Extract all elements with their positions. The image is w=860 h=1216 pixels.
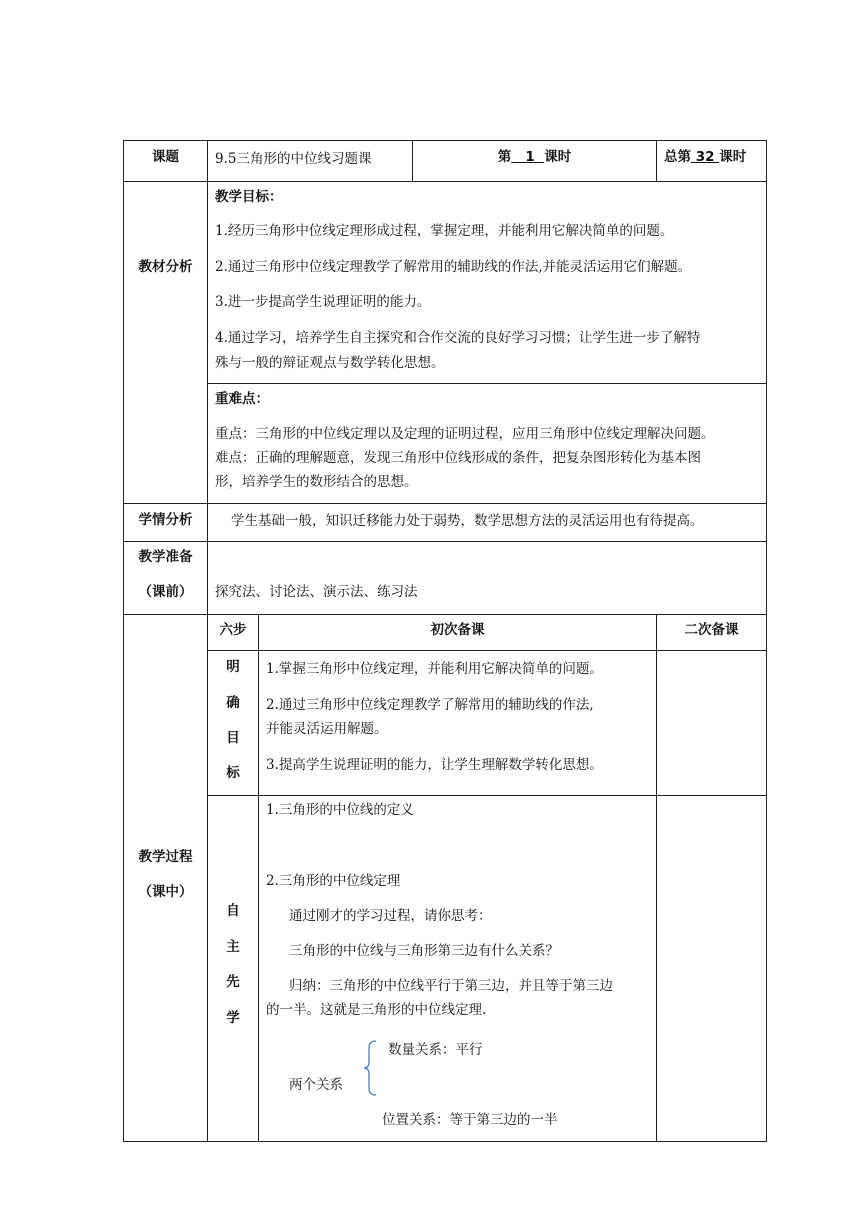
student-text: 学生基础一般，知识迁移能力处于弱势，数学思想方法的灵活运用也有待提高。 — [231, 513, 704, 529]
step2-item2: 2.三角形的中位线定理 — [266, 873, 401, 889]
topic-value — [215, 150, 371, 168]
total-suffix: 课时 — [719, 149, 747, 165]
goal-item: 殊与一般的辩证观点与数学转化思想。 — [215, 355, 445, 371]
table-border — [258, 614, 259, 1142]
goal-item: 2.通过三角形中位线定理教学了解常用的辅助线的作法,并能灵活运用它们解题。 — [215, 259, 692, 275]
step2-char: 自 — [226, 903, 240, 919]
step1-char: 目 — [226, 730, 240, 746]
table-border — [123, 140, 124, 1142]
step2-char: 主 — [226, 939, 240, 955]
table-border — [123, 503, 767, 504]
col-first-header: 初次备课 — [430, 622, 485, 638]
step2-summary: 归纳：三角形的中位线平行于第三边，并且等于第三边 — [289, 978, 613, 994]
step2-summary-cont: 的一半。这就是三角形的中位线定理. — [266, 1002, 487, 1018]
lesson-suffix: 课时 — [544, 149, 572, 165]
lesson-number — [511, 149, 544, 165]
process-label: 教学过程 — [138, 849, 193, 865]
analysis-label: 教材分析 — [138, 259, 193, 275]
table-border — [207, 383, 767, 384]
key-point-line: 难点：正确的理解题意，发现三角形中位线形成的条件，把复杂图形转化为基本图 — [215, 450, 701, 466]
relation-quantity: 数量关系：平行 — [388, 1042, 483, 1058]
col-second-header: 二次备课 — [684, 622, 739, 638]
prep-text: 探究法、讨论法、演示法、练习法 — [215, 584, 418, 600]
step2-item1: 1.三角形的中位线的定义 — [266, 802, 414, 818]
table-border — [123, 541, 767, 542]
step1-line: 2.通过三角形中位线定理教学了解常用的辅助线的作法, — [266, 697, 594, 713]
key-points-title: 重难点： — [215, 391, 269, 407]
topic-label: 课题 — [152, 149, 179, 165]
lesson-number-value: 1 — [525, 149, 535, 165]
relation-position: 位置关系：等于第三边的一半 — [382, 1112, 558, 1128]
prep-sublabel: （课前） — [138, 584, 193, 600]
table-border — [123, 614, 767, 615]
goal-item: 1.经历三角形中位线定理形成过程，掌握定理，并能利用它解决简单的问题。 — [215, 223, 674, 239]
brace-icon — [362, 1040, 378, 1096]
goal-item: 3.进一步提高学生说理证明的能力。 — [215, 294, 431, 310]
relation-label: 两个关系 — [289, 1077, 343, 1093]
col-step-header: 六步 — [219, 622, 247, 638]
table-border — [123, 1141, 767, 1142]
table-border — [207, 795, 767, 796]
total-lesson-cell — [664, 148, 746, 166]
topic-value-text: 9.5三角形的中位线习题课 — [215, 151, 372, 167]
step1-char: 明 — [226, 659, 240, 675]
prep-label: 教学准备 — [138, 549, 193, 565]
table-border — [656, 614, 657, 1142]
student-label: 学情分析 — [138, 512, 193, 528]
table-border — [766, 140, 767, 1142]
goal-item: 4.通过学习，培养学生自主探究和合作交流的良好学习习惯；让学生进一步了解特 — [215, 330, 701, 346]
step1-line: 3.提高学生说理证明的能力，让学生理解数学转化思想。 — [266, 757, 603, 773]
key-point-line: 形，培养学生的数形结合的思想。 — [215, 474, 418, 490]
lesson-number-cell — [413, 148, 656, 166]
step1-line: 1.掌握三角形中位线定理，并能利用它解决简单的问题。 — [266, 661, 603, 677]
step1-line: 并能灵活运用解题。 — [266, 721, 388, 737]
table-border — [207, 140, 208, 1142]
process-sublabel: （课中） — [138, 884, 193, 900]
step1-char: 确 — [226, 695, 240, 711]
total-prefix: 总第 — [664, 149, 691, 165]
table-border — [207, 650, 767, 651]
key-point-line: 重点：三角形的中位线定理以及定理的证明过程，应用三角形中位线定理解决问题。 — [215, 426, 715, 442]
goals-title: 教学目标： — [215, 189, 283, 205]
step1-char: 标 — [226, 765, 240, 781]
step2-char: 先 — [226, 974, 240, 990]
step2-question: 三角形的中位线与三角形第三边有什么关系？ — [289, 943, 559, 959]
table-border — [123, 181, 767, 182]
lesson-prefix: 第 — [497, 149, 512, 165]
total-number-value: 32 — [695, 149, 715, 165]
step2-char: 学 — [226, 1010, 240, 1026]
table-border — [123, 140, 767, 141]
step2-think: 通过刚才的学习过程，请你思考： — [289, 908, 492, 924]
total-number — [691, 149, 719, 165]
table-border — [656, 140, 657, 182]
